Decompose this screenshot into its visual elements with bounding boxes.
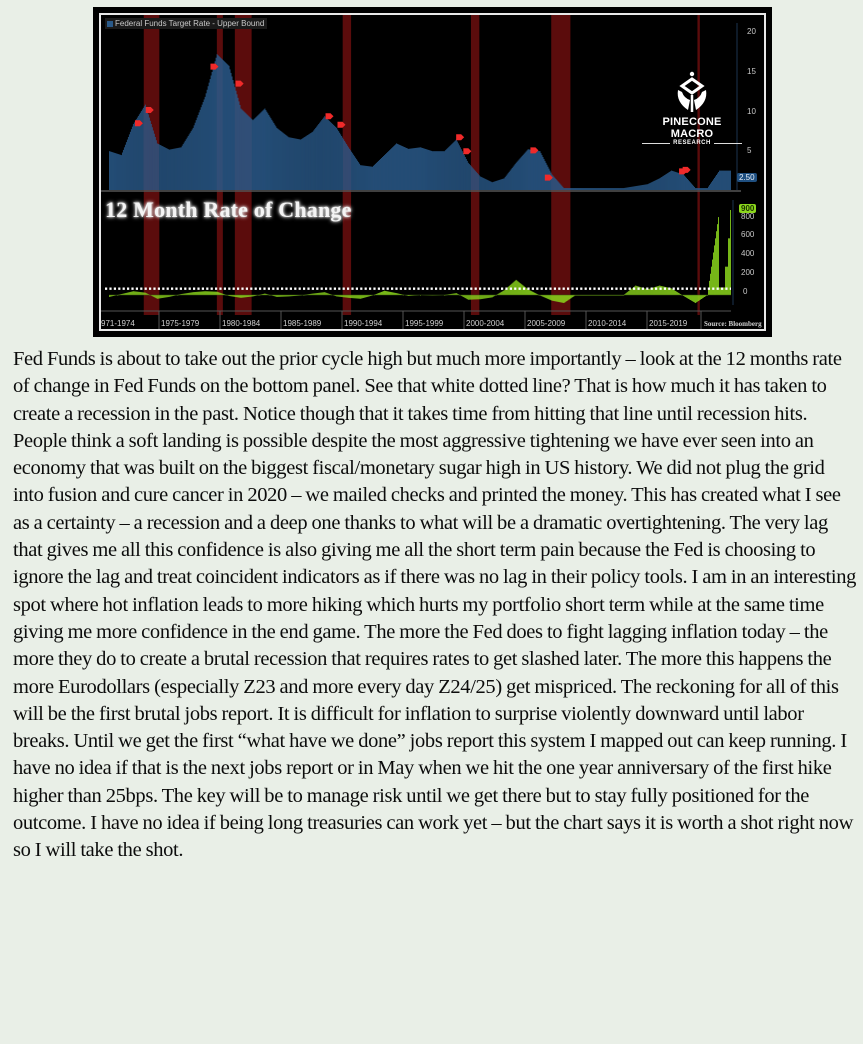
period-label: 2000-2004 bbox=[466, 319, 505, 328]
period-label: 2015-2019 bbox=[649, 319, 688, 328]
chart-frame bbox=[93, 7, 772, 337]
pinecone-logo bbox=[642, 70, 742, 146]
period-label: 971-1974 bbox=[101, 319, 135, 328]
bottom-last-value-badge: 900 bbox=[741, 204, 755, 213]
source-label: Source: Bloomberg bbox=[704, 320, 762, 328]
bottom-axis-tick: 400 bbox=[741, 249, 755, 258]
chart-canvas bbox=[99, 13, 766, 331]
top-axis-tick: 10 bbox=[747, 107, 756, 116]
top-axis-tick: 5 bbox=[747, 146, 752, 155]
bottom-axis-tick: 0 bbox=[743, 287, 748, 296]
pinecone-logo-icon bbox=[672, 70, 712, 114]
period-label: 1975-1979 bbox=[161, 319, 200, 328]
fed-funds-chart bbox=[101, 15, 766, 331]
article-body: Fed Funds is about to take out the prior cycle high but much more importantly – look at the 12 months rate of change in Fed Funds on the bottom panel. See that white dotted line? That is how much it has taken to create a recession in the past. Notice though that it takes time from hitting that line until recession hits. People think a soft landing is possible despite the most aggressive tightening we have ever seen into an economy that was built on the biggest fiscal/monetary sugar high in US history. We did not plug the grid into fusion and cure cancer in 2020 – we mailed checks and printed the money. This has created what I see as a certainty – a recession and a deep one thanks to what will be a dramatic overtightening. The very lag that gives me all this confidence is also giving me all the short term pain because the Fed is choosing to ignore the lag and treat coincident indicators as if there was no lag in their policy tools. I am in an interesting spot where hot inflation leads to more hiking which hurts my portfolio short term while at the same time giving me more confidence in the end game. The more the Fed does to fight lagging inflation today – the more they do to create a brutal recession that requires rates to get slashed later. The more this happens the more Eurodollars (especially Z23 and more every day Z24/25) get mispriced. The reckoning for all of this will be the first brutal jobs report. It is difficult for inflation to surprise violently downward until labor breaks. Until we get the first “what have we done” jobs report this system I mapped out can keep running. I have no idea if that is the next jobs report or in May when we hit the one year anniversary of the first hike higher than 25bps. The key will be to manage risk until we get there but to stay fully positioned for the outcome. I have no idea if being long treasuries can work yet – but the chart says it is worth a shot right now so I will take the shot. bbox=[13, 348, 857, 862]
panel-title: 12 Month Rate of Change bbox=[105, 197, 352, 222]
legend-swatch-icon bbox=[107, 21, 113, 27]
period-label: 1980-1984 bbox=[222, 319, 261, 328]
period-label: 1990-1994 bbox=[344, 319, 383, 328]
bottom-axis-tick: 800 bbox=[741, 212, 755, 221]
top-axis-tick: 20 bbox=[747, 27, 756, 36]
chart-legend bbox=[105, 18, 267, 29]
bottom-axis-tick: 600 bbox=[741, 230, 755, 239]
period-label: 2005-2009 bbox=[527, 319, 566, 328]
period-label: 2010-2014 bbox=[588, 319, 627, 328]
period-label: 1985-1989 bbox=[283, 319, 322, 328]
period-label: 1995-1999 bbox=[405, 319, 444, 328]
logo-sub: RESEARCH bbox=[642, 140, 742, 146]
top-last-value-badge: 2.50 bbox=[739, 173, 755, 182]
legend-label: Federal Funds Target Rate - Upper Bound bbox=[115, 19, 265, 28]
bottom-axis-tick: 200 bbox=[741, 268, 755, 277]
logo-brand: PINECONE MACRO bbox=[662, 116, 722, 140]
top-axis-tick: 15 bbox=[747, 67, 756, 76]
